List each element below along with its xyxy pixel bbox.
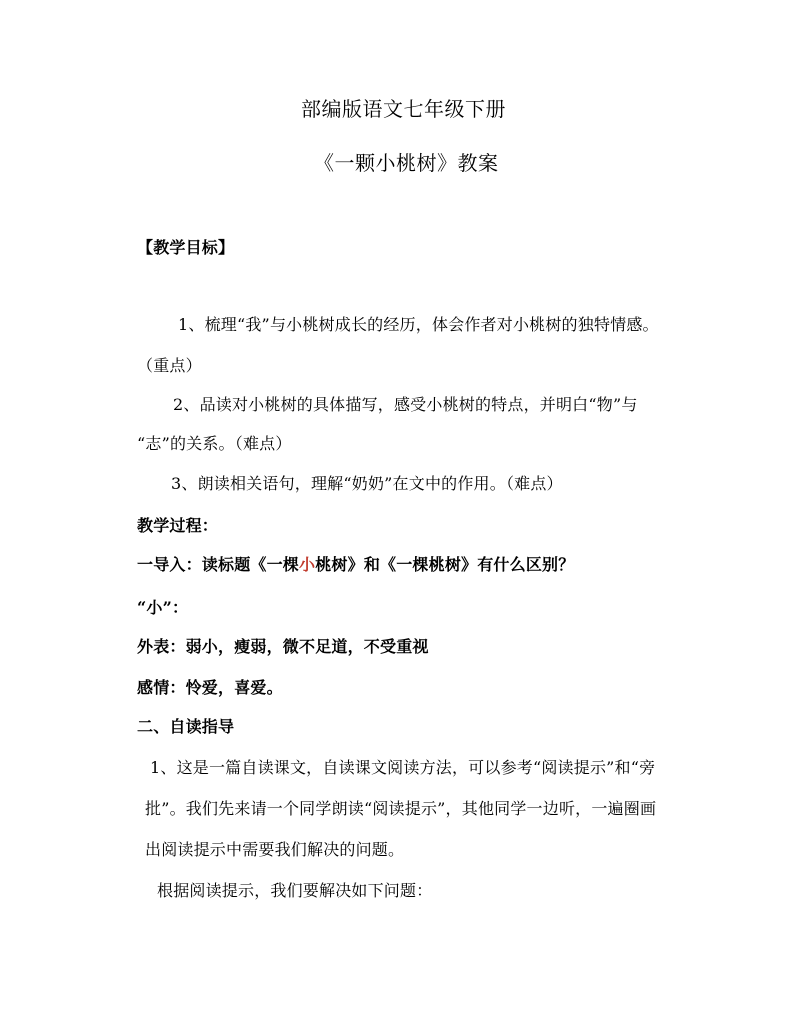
objective-3: 3、朗读相关语句，理解“奶奶”在文中的作用。（难点） — [171, 474, 563, 493]
guide-line-3: 出阅读提示中需要我们解决的问题。 — [145, 840, 405, 859]
process-heading: 教学过程： — [137, 516, 219, 535]
objective-1-note: （重点） — [137, 356, 202, 375]
intro-highlight: 小 — [299, 555, 316, 574]
document-subtitle: 《一颗小桃树》教案 — [314, 151, 499, 175]
guide-line-4: 根据阅读提示，我们要解决如下问题： — [157, 881, 433, 900]
xiao-label: “小”： — [137, 598, 189, 617]
guide-line-1: 1、这是一篇自读课文，自读课文阅读方法，可以参考“阅读提示”和“旁 — [150, 758, 656, 777]
objective-2: 2、品读对小桃树的具体描写，感受小桃树的特点，并明白“物”与 — [173, 395, 638, 414]
objective-2-continued: “志”的关系。（难点） — [137, 434, 292, 453]
objective-1: 1、梳理“我”与小桃树成长的经历，体会作者对小桃树的独特情感。 — [178, 315, 659, 334]
emotion-line: 感情：怜爱，喜爱。 — [137, 678, 283, 697]
document-title: 部编版语文七年级下册 — [301, 97, 506, 121]
section-heading-objectives: 【教学目标】 — [137, 238, 235, 257]
intro-prefix: 一导入：读标题《一棵 — [137, 555, 300, 574]
section-heading-self-reading: 二、自读指导 — [137, 717, 235, 736]
appearance-line: 外表：弱小，瘦弱，微不足道，不受重视 — [137, 637, 429, 656]
guide-line-2: 批”。我们先来请一个同学朗读“阅读提示”，其他同学一边听，一遍圈画 — [145, 799, 657, 818]
intro-suffix: 桃树》和《一棵桃树》有什么区别？ — [315, 555, 575, 574]
intro-question — [137, 557, 574, 573]
